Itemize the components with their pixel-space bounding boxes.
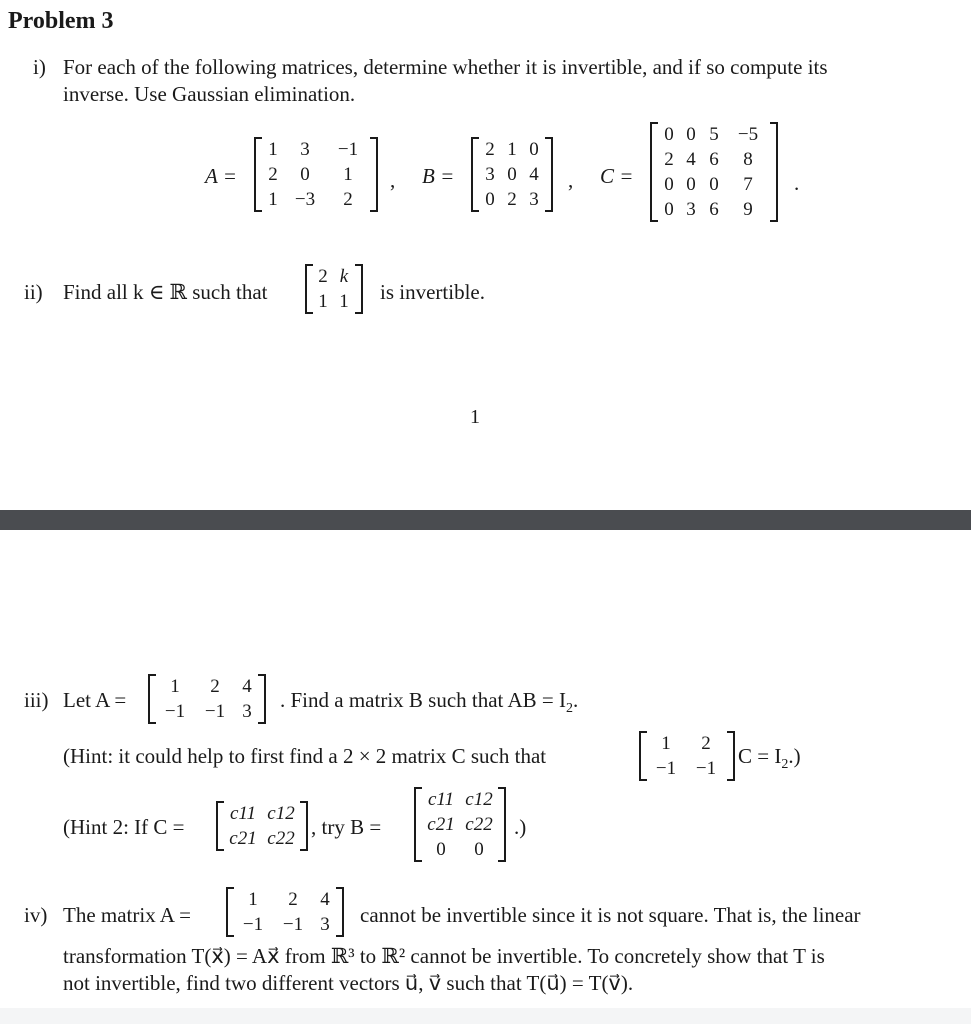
comma-b: , bbox=[568, 168, 574, 192]
part-iii-label: iii) bbox=[24, 688, 49, 712]
matrix-entry: 8 bbox=[743, 149, 753, 170]
matrix-entry: 4 bbox=[529, 164, 539, 185]
matrix-entry: 0 bbox=[529, 139, 539, 160]
matrix-entry: 3 bbox=[529, 189, 539, 210]
page-separator bbox=[0, 510, 971, 530]
matrix-entry: 0 bbox=[686, 124, 696, 145]
comma-a: , bbox=[390, 168, 396, 192]
matrix-entry: 4 bbox=[686, 149, 696, 170]
matrix-entry: c12 bbox=[465, 789, 493, 810]
matrix-entry: 1 bbox=[170, 676, 180, 697]
matrix-entry: 0 bbox=[436, 839, 446, 860]
matrix-entry: 7 bbox=[743, 174, 753, 195]
part-ii-label: ii) bbox=[24, 280, 43, 304]
matrix-entry: 2 bbox=[485, 139, 495, 160]
matrix-entry: 4 bbox=[242, 676, 252, 697]
matrix-entry: 4 bbox=[320, 889, 330, 910]
part-iv-line2: transformation T(x⃗) = Ax⃗ from ℝ³ to ℝ² cannot be invertible. To concretely show that T is bbox=[63, 944, 825, 968]
matrix-entry: c22 bbox=[267, 828, 295, 849]
part-iii-let-text: Let A = bbox=[63, 688, 127, 712]
matrix-entry: 0 bbox=[664, 124, 674, 145]
matrix-entry: 2 bbox=[507, 189, 517, 210]
part-iv-text1: The matrix A = bbox=[63, 903, 191, 927]
matrix-c bbox=[650, 122, 778, 222]
matrix-entry: 1 bbox=[318, 291, 328, 312]
page-bottom-strip bbox=[0, 1008, 971, 1024]
part-ii-matrix bbox=[305, 264, 363, 314]
part-i-text-line2: inverse. Use Gaussian elimination. bbox=[63, 82, 356, 106]
matrix-entry: c11 bbox=[427, 789, 455, 810]
matrix-entry: c21 bbox=[427, 814, 455, 835]
matrix-entry: −1 bbox=[655, 758, 677, 779]
matrix-entry: 0 bbox=[709, 174, 719, 195]
part-iii-hint2-text: (Hint 2: If C = bbox=[63, 815, 185, 839]
matrix-c-label: C = bbox=[600, 164, 634, 188]
matrix-entry: −1 bbox=[282, 914, 304, 935]
matrix-entry: 2 bbox=[210, 676, 220, 697]
matrix-entry: 2 bbox=[701, 733, 711, 754]
matrix-entry: 2 bbox=[343, 189, 353, 210]
part-iii-hint1-matrix bbox=[639, 731, 735, 781]
matrix-entry: 1 bbox=[661, 733, 671, 754]
matrix-entry: −1 bbox=[337, 139, 359, 160]
part-iii-hint2-matrix-b bbox=[414, 787, 506, 862]
matrix-entry: 1 bbox=[507, 139, 517, 160]
matrix-entry: 6 bbox=[709, 149, 719, 170]
matrix-entry: 1 bbox=[248, 889, 258, 910]
matrix-entry: −1 bbox=[164, 701, 186, 722]
part-i-label: i) bbox=[33, 55, 46, 79]
matrix-entry: 6 bbox=[709, 199, 719, 220]
matrix-entry: 1 bbox=[343, 164, 353, 185]
part-ii-text-after: is invertible. bbox=[380, 280, 485, 304]
part-iii-matrix-a bbox=[148, 674, 266, 724]
part-iii-find-text: . Find a matrix B such that AB = $I_2$. bbox=[280, 688, 579, 717]
matrix-entry: 2 bbox=[318, 266, 328, 287]
part-iii-hint1-after: $C = I_2$.) bbox=[738, 744, 801, 773]
part-iv-matrix-a bbox=[226, 887, 344, 937]
part-iii-hint2-matrix-c bbox=[216, 801, 308, 851]
matrix-entry: −1 bbox=[204, 701, 226, 722]
matrix-entry: 1 bbox=[268, 189, 278, 210]
matrix-entry: 0 bbox=[686, 174, 696, 195]
matrix-entry: 0 bbox=[485, 189, 495, 210]
matrix-entry: 0 bbox=[664, 174, 674, 195]
part-iii-hint2-mid: , try B = bbox=[311, 815, 382, 839]
matrix-entry: 0 bbox=[474, 839, 484, 860]
part-i-text-line1: For each of the following matrices, determine whether it is invertible, and if so compute its bbox=[63, 55, 828, 79]
matrix-entry: 0 bbox=[300, 164, 310, 185]
matrix-entry: 3 bbox=[300, 139, 310, 160]
matrix-entry: −5 bbox=[737, 124, 759, 145]
matrix-entry: 2 bbox=[268, 164, 278, 185]
matrix-entry: 3 bbox=[320, 914, 330, 935]
matrix-entry: c22 bbox=[465, 814, 493, 835]
matrix-entry: c21 bbox=[229, 828, 257, 849]
part-iii-hint2-end: .) bbox=[514, 815, 527, 839]
matrix-b-label: B = bbox=[422, 164, 455, 188]
matrix-entry: −3 bbox=[294, 189, 316, 210]
period-c: . bbox=[794, 171, 800, 195]
matrix-entry: −1 bbox=[242, 914, 264, 935]
matrix-b bbox=[471, 137, 553, 212]
part-iv-label: iv) bbox=[24, 903, 48, 927]
matrix-entry: 0 bbox=[507, 164, 517, 185]
part-iv-text2: cannot be invertible since it is not square. That is, the linear bbox=[360, 903, 861, 927]
matrix-entry: c12 bbox=[267, 803, 295, 824]
matrix-entry: 3 bbox=[686, 199, 696, 220]
problem-title: Problem 3 bbox=[8, 8, 114, 34]
page-number: 1 bbox=[470, 406, 480, 428]
matrix-a-label: A = bbox=[205, 164, 237, 188]
matrix-entry: 1 bbox=[339, 291, 349, 312]
matrix-entry: k bbox=[339, 266, 349, 287]
part-iv-line3: not invertible, find two different vectors u⃗, v⃗ such that T(u⃗) = T(v⃗). bbox=[63, 971, 634, 995]
matrix-entry: 1 bbox=[268, 139, 278, 160]
matrix-entry: 5 bbox=[709, 124, 719, 145]
matrix-entry: −1 bbox=[695, 758, 717, 779]
matrix-entry: 2 bbox=[288, 889, 298, 910]
matrix-a bbox=[254, 137, 378, 212]
matrix-entry: c11 bbox=[229, 803, 257, 824]
matrix-entry: 0 bbox=[664, 199, 674, 220]
matrix-entry: 9 bbox=[743, 199, 753, 220]
matrix-entry: 3 bbox=[242, 701, 252, 722]
part-ii-text-before: Find all k ∈ ℝ such that bbox=[63, 280, 268, 304]
matrix-entry: 2 bbox=[664, 149, 674, 170]
part-iii-hint1-text: (Hint: it could help to first find a 2 × 2 matrix C such that bbox=[63, 744, 547, 768]
matrix-entry: 3 bbox=[485, 164, 495, 185]
